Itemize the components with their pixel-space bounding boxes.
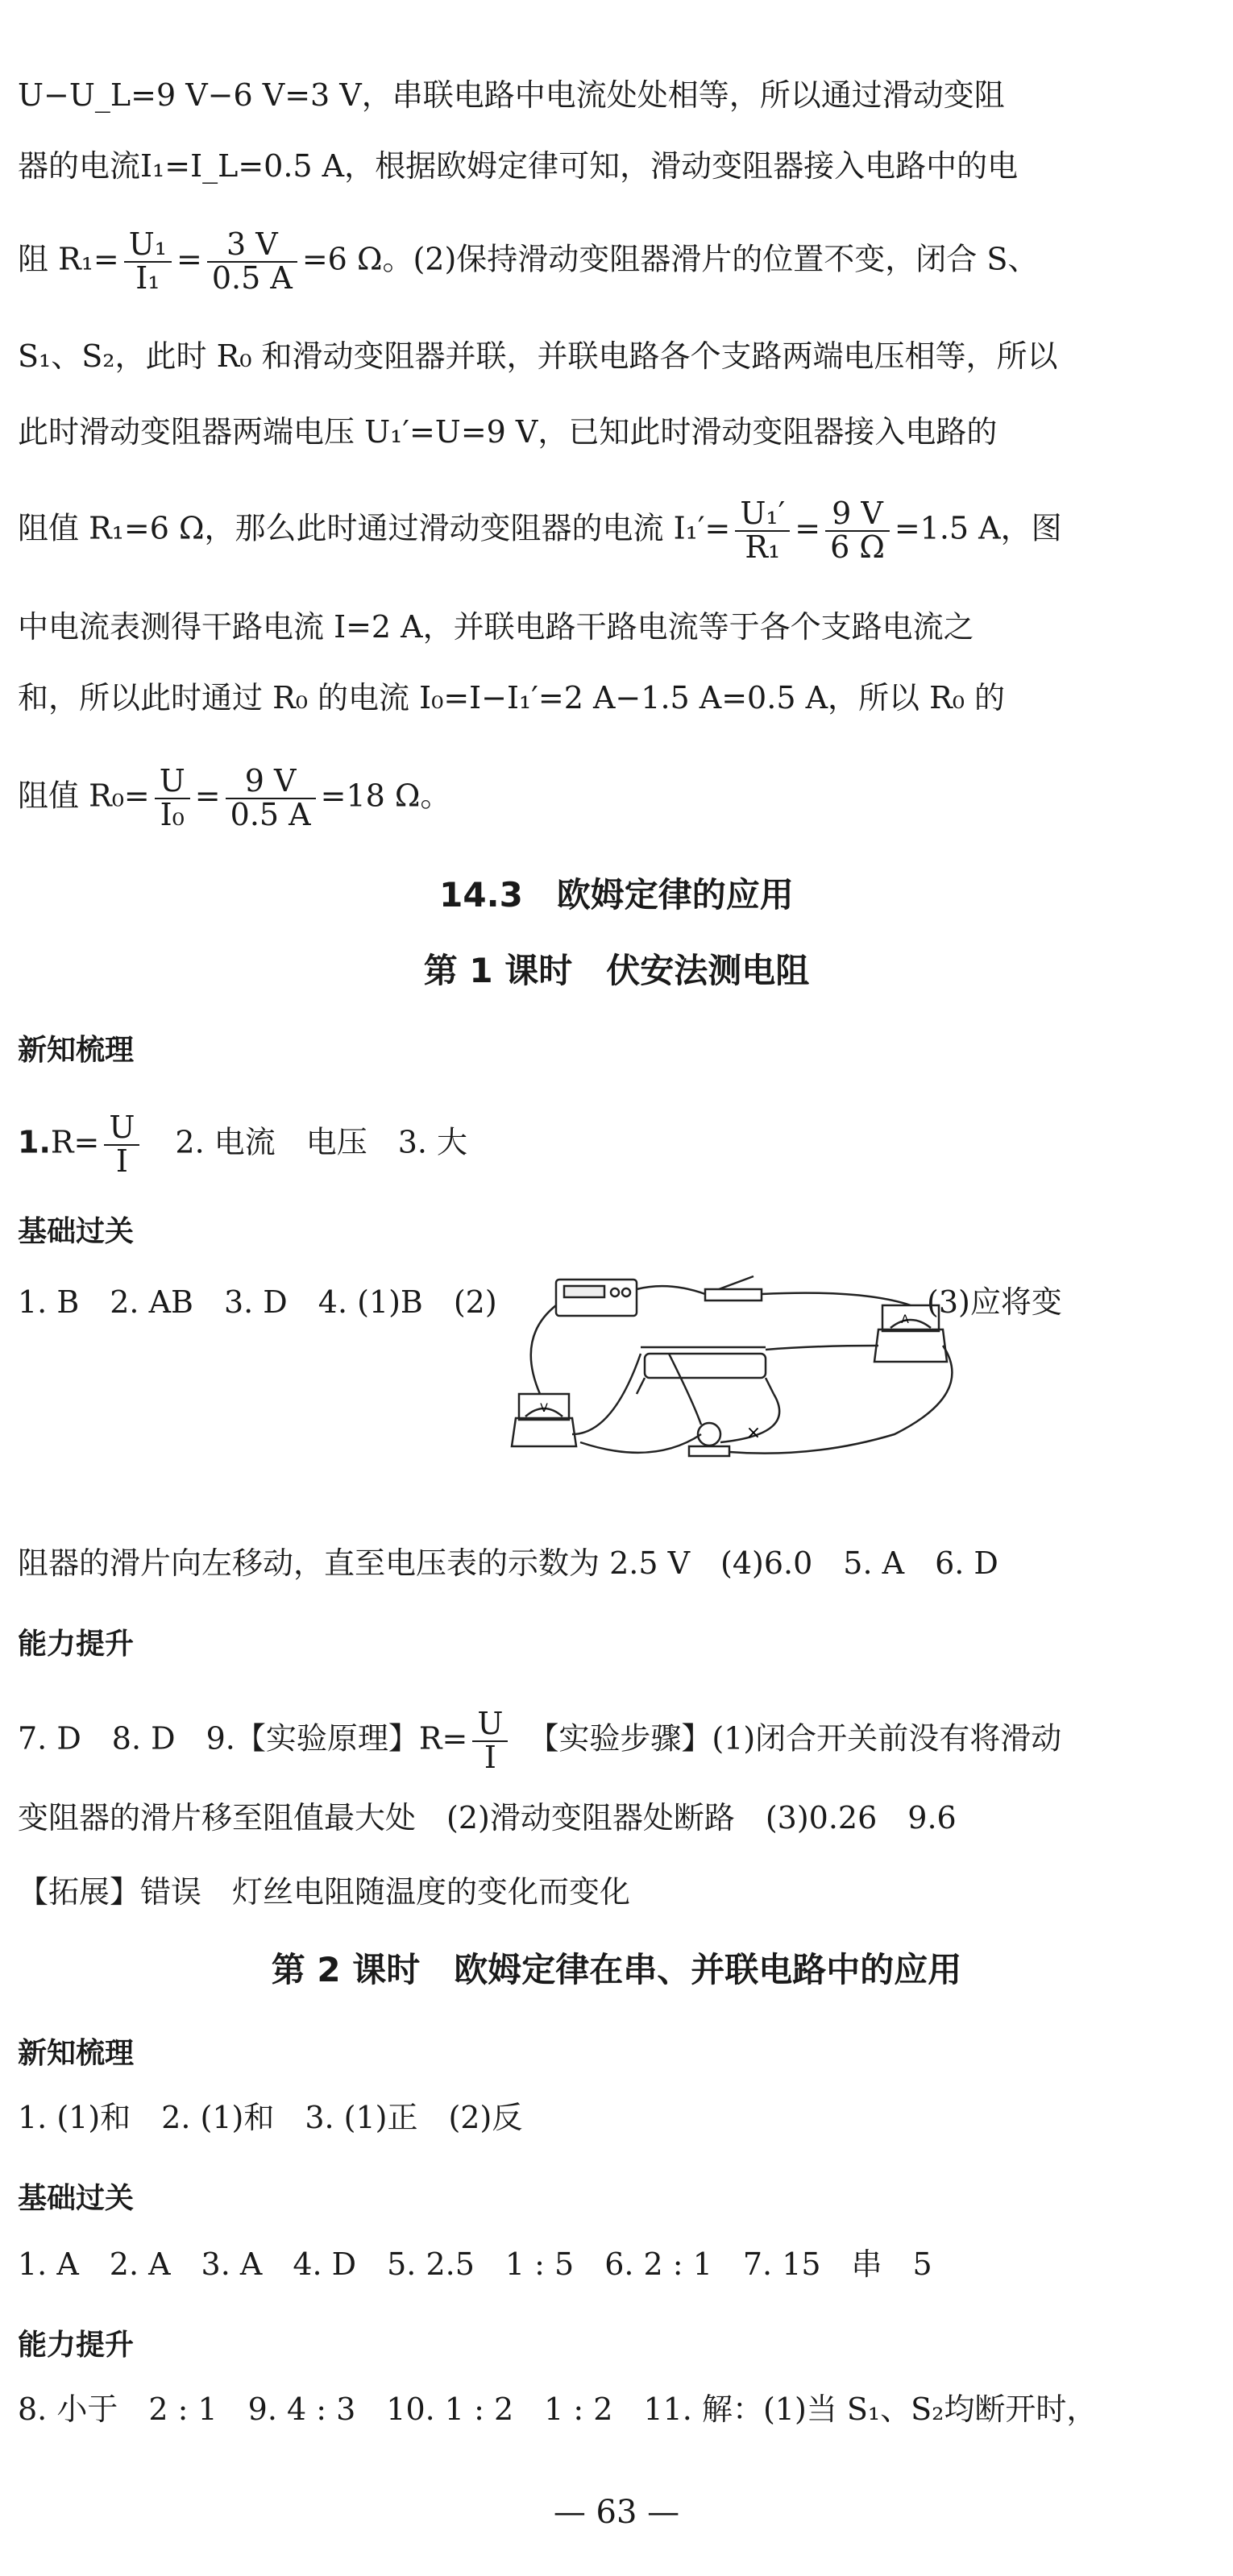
text-line: 和，所以此时通过 R₀ 的电流 I₀=I−I₁′=2 A−1.5 A=0.5 A，所以 R₀ 的 — [18, 680, 1006, 716]
answer-line: (3)应将变 — [927, 1284, 1062, 1320]
subheading: 基础过关 — [18, 2182, 135, 2215]
text-line-fraction: 阻值 R₁=6 Ω，那么此时通过滑动变阻器的电流 I₁′= $\frac{\text{U₁′}}{\text{R₁}}$ = $\frac{9 V}{6 \Omega}$ =1.5 A，图 — [18, 496, 1062, 565]
circuit-diagram — [508, 1273, 983, 1483]
ammeter-label: A — [901, 1313, 909, 1326]
answer-line: 8. 小于 2 : 1 9. 4 : 3 10. 1 : 2 1 : 2 11. 解：(1)当 S₁、S₂均断开时， — [18, 2391, 1098, 2427]
answer-line: 1. A 2. A 3. A 4. D 5. 2.5 1 : 5 6. 2 : 1 7. 15 串 5 — [18, 2246, 932, 2282]
fraction: $\frac{3 V}{0.5 A}$ — [207, 229, 297, 295]
page-number: — 63 — — [553, 2494, 680, 2531]
subheading: 能力提升 — [18, 1628, 135, 1661]
text-line-fraction: 阻值 R₀= $\frac{U}{\text{I₀}}$ = $\frac{9 V}{0.5 A}$ =18 Ω。 — [18, 763, 451, 832]
fraction: $\frac{\text{U₁′}}{\text{R₁}}$ — [735, 498, 790, 564]
section-title: 14.3 欧姆定律的应用 — [439, 875, 794, 915]
subheading: 能力提升 — [18, 2329, 135, 2362]
subheading: 基础过关 — [18, 1215, 135, 1248]
answer-line: 1. (1)和 2. (1)和 3. (1)正 (2)反 — [18, 2100, 523, 2135]
fraction: $\frac{U}{I}$ — [104, 1112, 139, 1178]
text-line: U−U_L=9 V−6 V=3 V，串联电路中电流处处相等，所以通过滑动变阻 — [18, 77, 1005, 113]
cross-mark: × — [745, 1423, 762, 1443]
voltmeter-label: V — [540, 1402, 548, 1415]
text-line: S₁、S₂，此时 R₀ 和滑动变阻器并联，并联电路各个支路两端电压相等，所以 — [18, 338, 1058, 374]
text-line: 器的电流I₁=I_L=0.5 A，根据欧姆定律可知，滑动变阻器接入电路中的电 — [18, 148, 1019, 184]
fraction: $\frac{\text{U₁}}{\text{I₁}}$ — [124, 229, 172, 295]
answer-line: 1. B 2. AB 3. D 4. (1)B (2) — [18, 1284, 497, 1320]
fraction: $\frac{U}{I}$ — [472, 1708, 508, 1774]
answer-line: 阻器的滑片向左移动，直至电压表的示数为 2.5 V (4)6.0 5. A 6. D — [18, 1545, 998, 1581]
text-line-fraction: 阻 R₁= $\frac{\text{U₁}}{\text{I₁}}$ = $\frac{3 V}{0.5 A}$ =6 Ω。(2)保持滑动变阻器滑片的位置不变，闭合 S、 — [18, 226, 1039, 296]
fraction: $\frac{U}{\text{I₀}}$ — [155, 765, 190, 832]
subheading: 新知梳理 — [18, 1034, 135, 1067]
subheading: 新知梳理 — [18, 2037, 135, 2070]
text-line: 此时滑动变阻器两端电压 U₁′=U=9 V，已知此时滑动变阻器接入电路的 — [18, 414, 998, 450]
answer-line: 【拓展】错误 灯丝电阻随温度的变化而变化 — [18, 1874, 631, 1910]
lesson-title: 第 2 课时 欧姆定律在串、并联电路中的应用 — [271, 1950, 962, 1989]
answer-line: 变阻器的滑片移至阻值最大处 (2)滑动变阻器处断路 (3)0.26 9.6 — [18, 1800, 957, 1836]
answer-line: 7. D 8. D 9.【实验原理】R= $\frac{U}{I}$ 【实验步骤】(1)闭合开关前没有将滑动 — [18, 1706, 1062, 1775]
lesson-title: 第 1 课时 伏安法测电阻 — [423, 951, 810, 990]
text-line: 中电流表测得干路电流 I=2 A，并联电路干路电流等于各个支路电流之 — [18, 609, 974, 645]
fraction: $\frac{9 V}{6 \Omega}$ — [825, 498, 890, 564]
answer-line: 1.R= $\frac{U}{I}$ 2. 电流 电压 3. 大 — [18, 1110, 468, 1179]
fraction: $\frac{9 V}{0.5 A}$ — [226, 765, 316, 832]
